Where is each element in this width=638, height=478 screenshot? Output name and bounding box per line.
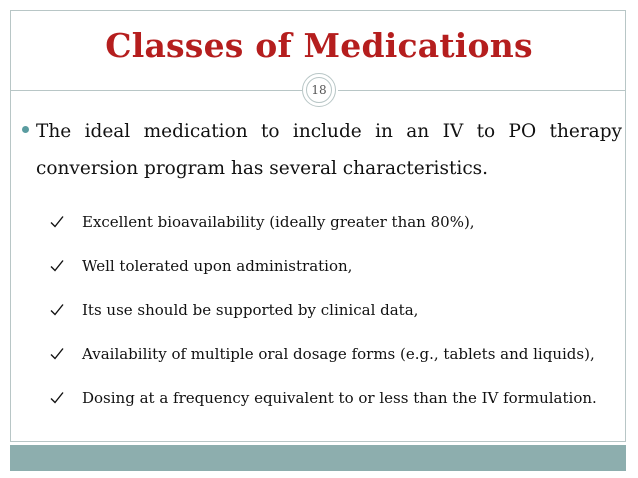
check-icon (50, 259, 64, 273)
list-item-text: Dosing at a frequency equivalent to or less than the IV formulation. (82, 389, 597, 407)
check-icon (50, 215, 64, 229)
list-item (50, 288, 630, 332)
list-item (50, 244, 630, 288)
check-icon (50, 303, 64, 317)
title-divider-right (338, 90, 626, 91)
list-item (50, 332, 630, 376)
page-number-badge (302, 73, 336, 107)
check-icon (50, 347, 64, 361)
main-bullet (22, 117, 622, 187)
list-item-text: Well tolerated upon administration, (82, 257, 353, 275)
list-item-text: Availability of multiple oral dosage forms (e.g., tablets and liquids), (82, 345, 595, 363)
title-divider-left (10, 90, 302, 91)
list-item-text: Its use should be supported by clinical data, (82, 301, 419, 319)
list-item (50, 376, 630, 420)
check-icon (50, 391, 64, 405)
slide-title: Classes of Medications (105, 26, 533, 65)
list-item (50, 200, 630, 244)
page-number: 18 (306, 77, 332, 103)
list-item-text: Excellent bioavailability (ideally greater than 80%), (82, 213, 475, 231)
bullet-dot-icon (22, 126, 29, 133)
footer-bar (10, 445, 626, 471)
characteristics-list (50, 200, 630, 420)
main-bullet-text: The ideal medication to include in an IV to PO therapy conversion program has several characteristics. (36, 121, 622, 179)
